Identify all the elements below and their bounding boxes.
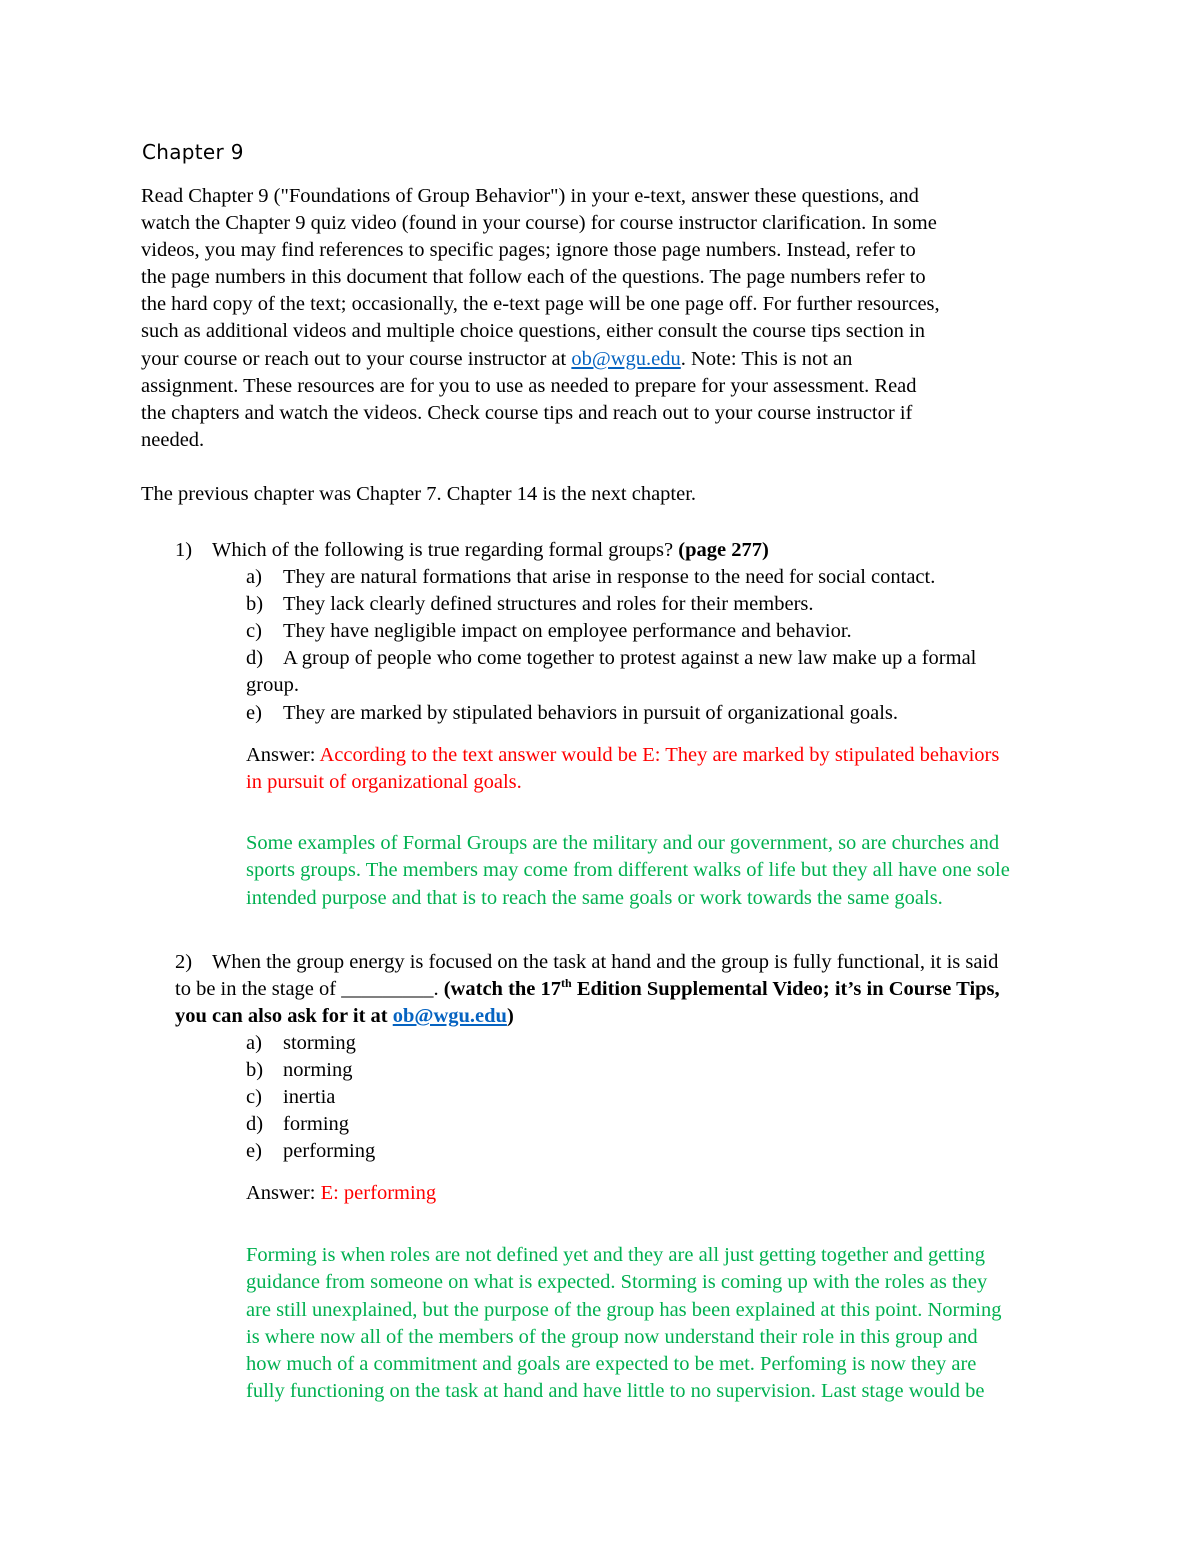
intro-line: the hard copy of the text; occasionally, the e-text page will be one page off. For further resources,: [141, 293, 940, 316]
intro-line: such as additional videos and multiple choice questions, either consult the course tips section in: [141, 320, 925, 343]
page-reference: (page 277): [678, 539, 769, 561]
option-b: b) They lack clearly defined structures and roles for their members.: [246, 593, 814, 615]
intro-line: needed.: [141, 428, 205, 451]
answer-text: According to the text answer would be E: They are marked by stipulated behaviors: [319, 744, 1000, 766]
answer-label: Answer:: [246, 744, 320, 766]
intro-line: [141, 346, 1081, 373]
intro-line: videos, you may find references to specific pages; ignore those page numbers. Instead, refer to: [141, 239, 916, 262]
question-text: When the group energy is focused on the task at hand and the group is fully functional, it is said: [212, 951, 999, 973]
intro-line: assignment. These resources are for you to use as needed to prepare for your assessment. Read: [141, 374, 917, 397]
option-a: a) They are natural formations that arise in response to the need for social contact.: [246, 566, 936, 588]
question-number: 2): [175, 951, 193, 973]
intro-text: your course or reach out to your course instructor at: [141, 347, 572, 370]
intro-paragraph: [141, 183, 1081, 454]
option-d: d) A group of people who come together to protest against a new law make up a formal: [246, 647, 977, 669]
question-2: [175, 949, 998, 976]
question-text: Which of the following is true regarding formal groups?: [212, 539, 679, 561]
option-d-continued: group.: [246, 674, 299, 696]
intro-line: watch the Chapter 9 quiz video (found in your course) for course instructor clarification. In some: [141, 212, 937, 235]
question-number: 1): [175, 539, 193, 561]
intro-line: the chapters and watch the videos. Check course tips and reach out to your course instructor if: [141, 401, 913, 424]
intro-line: the page numbers in this document that follow each of the questions. The page numbers refer to: [141, 266, 926, 289]
answer-text: in pursuit of organizational goals.: [246, 771, 522, 794]
instructor-email-link[interactable]: ob@wgu.edu: [392, 1005, 507, 1027]
question-1: [175, 537, 769, 564]
option-c: c) They have negligible impact on employee performance and behavior.: [246, 620, 852, 642]
option-e: e) performing: [246, 1140, 376, 1162]
instructor-email-link[interactable]: ob@wgu.edu: [571, 347, 681, 370]
question-2-line-3: you can also ask for it at ob@wgu.edu): [175, 1005, 514, 1027]
option-c: c) inertia: [246, 1086, 336, 1108]
explanation-1: Some examples of Formal Groups are the military and our government, so are churches and sports groups. The members may come from different walks of life but they all have one sole intended purpose and that is to reach the same goals or work towards the same goals.: [246, 832, 1010, 909]
intro-line: Read Chapter 9 ("Foundations of Group Behavior") in your e-text, answer these questions, and: [141, 185, 919, 207]
option-a: a) storming: [246, 1032, 356, 1054]
option-e: e) They are marked by stipulated behaviors in pursuit of organizational goals.: [246, 702, 899, 724]
answer-label: Answer:: [246, 1182, 321, 1204]
answer-2: [246, 1180, 436, 1207]
chapter-heading: Chapter 9: [142, 140, 244, 164]
option-d: d) forming: [246, 1113, 350, 1135]
previous-chapter-note: The previous chapter was Chapter 7. Chapter 14 is the next chapter.: [141, 483, 697, 505]
answer-1: [246, 742, 999, 797]
question-2-line-2: to be in the stage of _________. (watch the 17th Edition Supplemental Video; it’s in Course Tips,: [175, 976, 1000, 1000]
intro-text: . Note: This is not an: [680, 347, 853, 370]
option-b: b) norming: [246, 1059, 353, 1081]
explanation-2: Forming is when roles are not defined yet and they are all just getting together and getting guidance from someone on what is expected. Storming is coming up with the roles as they are still unexplained, but the purpose of the group has been explained at this point. Norming is where now all of the members of the group now understand their role in this group and how much of a commitment and goals are expected to be met. Perfoming is now they are fully functioning on the task at hand and have little to no supervision. Last stage would be: [246, 1244, 1002, 1403]
answer-text: E: performing: [320, 1182, 437, 1204]
